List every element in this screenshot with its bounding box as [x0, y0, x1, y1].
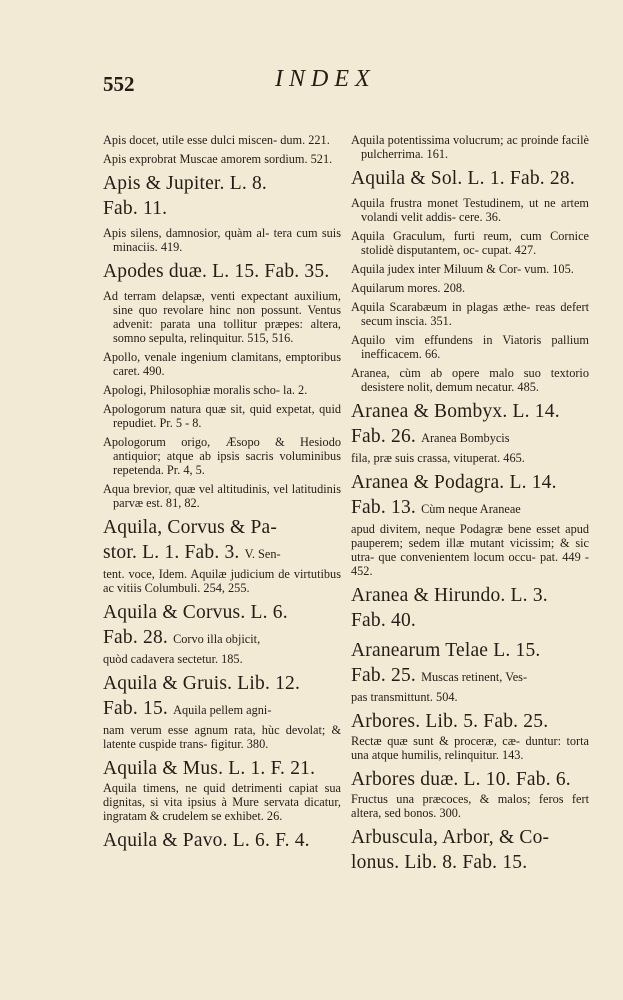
summary-line: duntur: torta una atque humilis,: [351, 734, 589, 762]
entry-line: Aqua brevior, quæ vel altitudinis,: [103, 482, 270, 496]
index-entry: [103, 435, 341, 477]
entry-line: ne artem volandi velit addis-: [361, 196, 589, 224]
heading-text: Aquila & Mus. L. 1. F. 21.: [103, 758, 316, 779]
entry-line: Aquila potentissima volucrum; ac: [351, 133, 518, 147]
summary-line: figitur. 380.: [210, 737, 269, 751]
entry-text: [351, 281, 589, 295]
entry-line: Aquila judex inter Miluum & Cor-: [351, 262, 522, 276]
entry-line: Apis exprobrat Muscae amorem: [103, 152, 262, 166]
heading-text: Fab. 40.: [351, 610, 416, 631]
summary-line: & crudelem se exhibet. 26.: [149, 809, 283, 823]
entry-line: necatur. 485.: [475, 380, 539, 394]
entry-line: non possunt. Ventus advenit:: [113, 303, 341, 331]
entry-summary: [351, 734, 589, 762]
fable-heading: [351, 638, 589, 690]
index-entry: [103, 152, 341, 166]
heading-line: [103, 696, 341, 723]
entry-line: Apologorum origo, Æsopo & Hesiodo: [103, 435, 341, 449]
heading-line: [103, 828, 341, 853]
fable-heading: [351, 767, 589, 792]
entry-summary: [103, 652, 341, 666]
summary-line: nam verum esse agnum rata, hùc: [103, 723, 280, 737]
entry-line: Apis docet, utile esse dulci miscen-: [103, 133, 278, 147]
index-entry: [351, 366, 589, 394]
entry-line: cupat. 427.: [481, 243, 537, 257]
entry-text: [351, 262, 589, 276]
heading-line: [351, 663, 589, 690]
fable-heading: [351, 166, 589, 191]
heading-line: [351, 850, 589, 875]
fable-heading-entry: [103, 259, 341, 284]
index-entry: [103, 289, 341, 345]
entry-text: [103, 402, 341, 430]
entry-summary: [351, 792, 589, 820]
index-entry: [351, 133, 589, 161]
heading-text: stor. L. 1. Fab. 3.: [103, 542, 240, 563]
heading-line: [103, 756, 341, 781]
heading-line: [103, 540, 341, 567]
entry-line: parata una tollitur præpes: altera,: [160, 317, 341, 331]
heading-line: [351, 825, 589, 850]
entry-summary: [103, 567, 341, 595]
fable-heading-entry: [351, 709, 589, 762]
fable-heading: [351, 709, 589, 734]
heading-text: lonus. Lib. 8. Fab. 15.: [351, 852, 528, 873]
heading-line: [351, 638, 589, 663]
index-entry: [351, 262, 589, 276]
heading-text: Arbuscula, Arbor, & Co-: [351, 827, 550, 848]
entry-line: vel latitudinis parvæ est. 81, 82.: [113, 482, 341, 510]
inline-summary: Aquila pellem agni-: [173, 703, 272, 717]
index-entry: [103, 383, 341, 397]
heading-text: Fab. 11.: [103, 198, 168, 219]
index-entry: [103, 402, 341, 430]
entry-text: [351, 300, 589, 328]
fable-heading-entry: [351, 638, 589, 704]
entry-text: [103, 133, 341, 147]
entry-line: Aquila Scarabæum in plagas æthe-: [351, 300, 531, 314]
index-entry: [103, 226, 341, 254]
entry-text: [351, 366, 589, 394]
fable-heading: [103, 259, 341, 284]
heading-text: Fab. 13.: [351, 497, 416, 518]
entry-line: 516.: [271, 331, 294, 345]
fable-heading-entry: [103, 515, 341, 595]
summary-line: devolat; & latente cuspide trans-: [103, 723, 342, 751]
heading-text: Aquila & Sol. L. 1. Fab. 28.: [351, 168, 575, 189]
summary-line: quòd cadavera sectetur. 185.: [103, 652, 243, 666]
summary-line: feros fert altera, sed bonos. 300.: [351, 792, 589, 820]
fable-heading-entry: [351, 399, 589, 465]
heading-line: [103, 196, 341, 221]
fable-heading-entry: [103, 828, 341, 853]
entry-text: [351, 196, 589, 224]
index-entry: [351, 196, 589, 224]
summary-line: Aquila timens, ne quid detrimenti: [103, 781, 283, 795]
entry-text: [103, 482, 341, 510]
entry-text: [103, 435, 341, 477]
heading-line: [103, 600, 341, 625]
running-head: INDEX: [275, 66, 376, 92]
page-number: 552: [103, 72, 135, 96]
heading-line: [103, 671, 341, 696]
summary-line: Aquilæ judicium de virtutibus ac: [103, 567, 341, 595]
heading-line: [351, 767, 589, 792]
heading-text: Apodes duæ. L. 15. Fab. 35.: [103, 261, 330, 282]
summary-line: illæ mutant vicissim; & sic utra-: [351, 536, 590, 564]
summary-line: vitiis Columbuli. 254, 255.: [117, 581, 250, 595]
fable-heading: [103, 600, 341, 652]
entry-text: [103, 383, 341, 397]
fable-heading-entry: [103, 171, 341, 221]
entry-summary: [103, 723, 341, 751]
index-entry: [103, 482, 341, 510]
heading-text: Aquila & Gruis. Lib. 12.: [103, 673, 301, 694]
entry-line: la. 2.: [283, 383, 308, 397]
heading-line: [103, 625, 341, 652]
fable-heading-entry: [351, 470, 589, 578]
heading-text: Aranea & Podagra. L. 14.: [351, 472, 557, 493]
entry-line: Apollo, venale ingenium clamitans,: [103, 350, 282, 364]
entry-line: antiquior; atque ab ipsis sacris: [113, 449, 274, 463]
summary-line: apud divitem, neque Podagræ: [351, 522, 503, 536]
entry-line: cere. 36.: [459, 210, 502, 224]
heading-line: [103, 171, 341, 196]
entry-line: emptoribus caret. 490.: [113, 350, 341, 378]
entry-line: expetat, quid repudiet. Pr. 5 - 8.: [113, 402, 342, 430]
inline-summary: Aranea Bombycis: [421, 431, 510, 445]
entry-line: voluminibus repetenda. Pr. 4, 5.: [113, 449, 341, 477]
heading-text: Arbores. Lib. 5. Fab. 25.: [351, 711, 549, 732]
heading-text: Aquila & Pavo. L. 6. F. 4.: [103, 830, 310, 851]
heading-line: [351, 583, 589, 608]
summary-line: pat. 449 - 452.: [351, 550, 590, 578]
entry-line: Apologi, Philosophiæ moralis scho-: [103, 383, 280, 397]
heading-line: [351, 608, 589, 633]
index-entry: [103, 133, 341, 147]
index-entry: [351, 229, 589, 257]
fable-heading-entry: [351, 583, 589, 633]
entry-line: Aquila Graculum, furti reum, cum: [351, 229, 542, 243]
heading-text: Aranearum Telae L. 15.: [351, 640, 541, 661]
fable-heading-entry: [103, 600, 341, 666]
heading-text: Arbores duæ. L. 10. Fab. 6.: [351, 769, 571, 790]
heading-line: [351, 495, 589, 522]
summary-line: pas transmittunt. 504.: [351, 690, 458, 704]
index-entry: [351, 333, 589, 361]
entry-summary: [351, 690, 589, 704]
entry-line: Apis silens, damnosior, quàm al-: [103, 226, 270, 240]
fable-heading: [103, 671, 341, 723]
summary-line: Fructus una præcoces, & malos;: [351, 792, 531, 806]
fable-heading-entry: [103, 756, 341, 823]
fable-heading-entry: [103, 671, 341, 751]
entry-line: Apologorum natura quæ sit, quid: [103, 402, 272, 416]
heading-text: Aquila, Corvus & Pa-: [103, 517, 278, 538]
entry-line: auxilium, sine quo revolare hinc: [113, 289, 341, 317]
heading-line: [103, 259, 341, 284]
inline-summary: V. Sen-: [244, 547, 281, 561]
entry-text: [351, 333, 589, 361]
heading-text: Apis & Jupiter. L. 8.: [103, 173, 267, 194]
fable-heading: [351, 399, 589, 451]
entry-line: textorio desistere nolit, demum: [361, 366, 589, 394]
entry-line: vum. 105.: [524, 262, 574, 276]
entry-summary: [351, 522, 589, 578]
heading-text: Fab. 25.: [351, 665, 416, 686]
entry-line: somno sepulta, relinquitur. 515,: [113, 331, 269, 345]
index-entry: [351, 300, 589, 328]
heading-text: Fab. 28.: [103, 627, 168, 648]
heading-line: [351, 709, 589, 734]
summary-line: que convenientem locum occu-: [378, 550, 536, 564]
entry-text: [351, 133, 589, 161]
fable-heading-entry: [351, 166, 589, 191]
right-column: [351, 133, 589, 880]
entry-text: [103, 152, 341, 166]
entry-summary: [351, 451, 589, 465]
entry-line: Aquilarum mores. 208.: [351, 281, 466, 295]
index-entry: [103, 350, 341, 378]
entry-line: Cornice stolidè disputantem, oc-: [361, 229, 589, 257]
entry-text: [351, 229, 589, 257]
heading-text: Fab. 15.: [103, 698, 168, 719]
entry-line: tera cum suis minaciis. 419.: [113, 226, 341, 254]
heading-text: Fab. 26.: [351, 426, 416, 447]
heading-line: [351, 424, 589, 451]
entry-line: sordium. 521.: [264, 152, 333, 166]
fable-heading-entry: [351, 767, 589, 820]
heading-text: Aquila & Corvus. L. 6.: [103, 602, 288, 623]
fable-heading-entry: [351, 825, 589, 875]
inline-summary: Corvo illa objicit,: [173, 632, 261, 646]
entry-line: Aquila frustra monet Testudinem, ut: [351, 196, 539, 210]
entry-text: [103, 289, 341, 345]
summary-line: Rectæ quæ sunt & proceræ, cæ-: [351, 734, 521, 748]
entry-line: Ad terram delapsæ, venti expectant: [103, 289, 289, 303]
fable-heading: [103, 171, 341, 221]
fable-heading: [103, 756, 341, 781]
entry-text: [103, 350, 341, 378]
heading-text: Aranea & Bombyx. L. 14.: [351, 401, 560, 422]
entry-summary: [103, 781, 341, 823]
entry-line: dum. 221.: [280, 133, 330, 147]
heading-line: [103, 515, 341, 540]
entry-line: Aquilo vim effundens in Viatoris: [351, 333, 542, 347]
summary-line: capiat sua dignitas, si vita ipsius: [103, 781, 341, 809]
summary-line: relinquitur. 143.: [444, 748, 524, 762]
fable-heading: [351, 583, 589, 633]
heading-line: [351, 166, 589, 191]
heading-text: Aranea & Hirundo. L. 3.: [351, 585, 548, 606]
fable-heading: [351, 470, 589, 522]
left-column: [103, 133, 341, 858]
summary-line: tent. voce, Idem.: [103, 567, 188, 581]
entry-line: proinde facilè pulcherrima. 161.: [361, 133, 589, 161]
index-entry: [351, 281, 589, 295]
entry-line: Aranea, cùm ab opere malo suo: [351, 366, 541, 380]
summary-line: fila, præ suis crassa, vituperat. 465.: [351, 451, 525, 465]
entry-line: reas defert secum inscia. 351.: [361, 300, 590, 328]
entry-line: pallium inefficacem. 66.: [361, 333, 589, 361]
heading-line: [351, 470, 589, 495]
fable-heading: [103, 828, 341, 853]
fable-heading: [103, 515, 341, 567]
inline-summary: Cùm neque Araneae: [421, 502, 521, 516]
summary-line: bene esset apud pauperem; sedem: [351, 522, 590, 550]
fable-heading: [351, 825, 589, 875]
summary-line: à Mure servata dicatur, ingratam: [103, 795, 342, 823]
heading-line: [351, 399, 589, 424]
inline-summary: Muscas retinent, Ves-: [421, 670, 528, 684]
entry-text: [103, 226, 341, 254]
